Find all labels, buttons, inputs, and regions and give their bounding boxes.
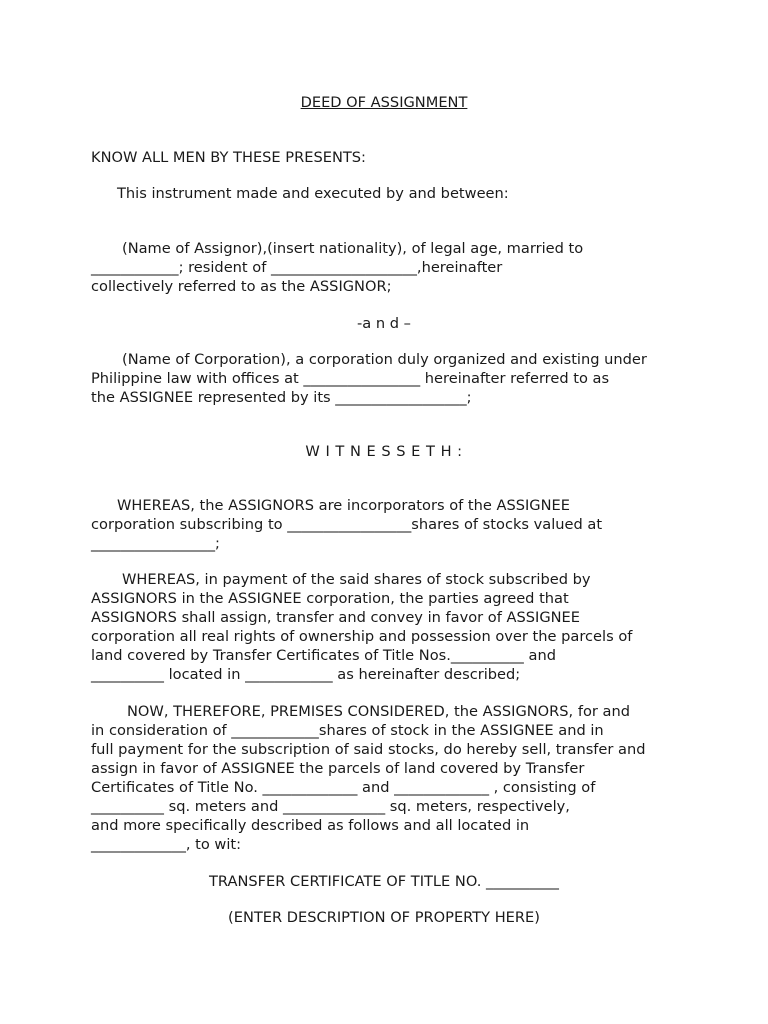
paragraph-line: assign in favor of ASSIGNEE the parcels of land covered by Transfer bbox=[91, 760, 585, 777]
paragraph-line: ASSIGNORS shall assign, transfer and convey in favor of ASSIGNEE bbox=[91, 609, 580, 626]
paragraph-line: and more specifically described as follows and all located in bbox=[91, 817, 530, 834]
paragraph-line: _________________; bbox=[91, 535, 220, 552]
paragraph-line: Certificates of Title No. _____________ and _____________ , consisting of bbox=[91, 779, 596, 796]
paragraph-line: __________ sq. meters and ______________ sq. meters, respectively, bbox=[91, 798, 570, 815]
paragraph-line: corporation subscribing to _________________shares of stocks valued at bbox=[91, 516, 603, 533]
instrument-line: This instrument made and executed by and between: bbox=[117, 185, 509, 202]
paragraph-line: collectively referred to as the ASSIGNOR; bbox=[91, 278, 392, 295]
paragraph-line: Philippine law with offices at ________________ hereinafter referred to as bbox=[91, 370, 610, 387]
document-title: DEED OF ASSIGNMENT bbox=[300, 94, 468, 111]
paragraph-line: in consideration of ____________shares of stock in the ASSIGNEE and in bbox=[91, 722, 604, 739]
paragraph-line: (Name of Assignor),(insert nationality), of legal age, married to bbox=[122, 240, 584, 257]
and-separator: -a n d – bbox=[357, 315, 411, 332]
paragraph-line: the ASSIGNEE represented by its __________________; bbox=[91, 389, 472, 406]
paragraph-line: NOW, THEREFORE, PREMISES CONSIDERED, the ASSIGNORS, for and bbox=[127, 703, 630, 720]
paragraph-line: ASSIGNORS in the ASSIGNEE corporation, the parties agreed that bbox=[91, 590, 569, 607]
paragraph-line: land covered by Transfer Certificates of Title Nos.__________ and bbox=[91, 647, 556, 664]
paragraph-line: __________ located in ____________ as hereinafter described; bbox=[91, 666, 521, 683]
property-description-placeholder: (ENTER DESCRIPTION OF PROPERTY HERE) bbox=[228, 909, 540, 926]
paragraph-line: corporation all real rights of ownership and possession over the parcels of bbox=[91, 628, 633, 645]
intro-line: KNOW ALL MEN BY THESE PRESENTS: bbox=[91, 149, 366, 166]
paragraph-line: _____________, to wit: bbox=[91, 836, 242, 853]
paragraph-line: WHEREAS, in payment of the said shares of stock subscribed by bbox=[122, 571, 591, 588]
paragraph-line: WHEREAS, the ASSIGNORS are incorporators of the ASSIGNEE bbox=[117, 497, 570, 514]
tct-heading: TRANSFER CERTIFICATE OF TITLE NO. __________ bbox=[209, 873, 559, 890]
paragraph-line: ____________; resident of ____________________,hereinafter bbox=[91, 259, 503, 276]
paragraph-line: full payment for the subscription of said stocks, do hereby sell, transfer and bbox=[91, 741, 646, 758]
paragraph-line: (Name of Corporation), a corporation duly organized and existing under bbox=[122, 351, 647, 368]
witnesseth-heading: W I T N E S S E T H : bbox=[305, 443, 463, 460]
